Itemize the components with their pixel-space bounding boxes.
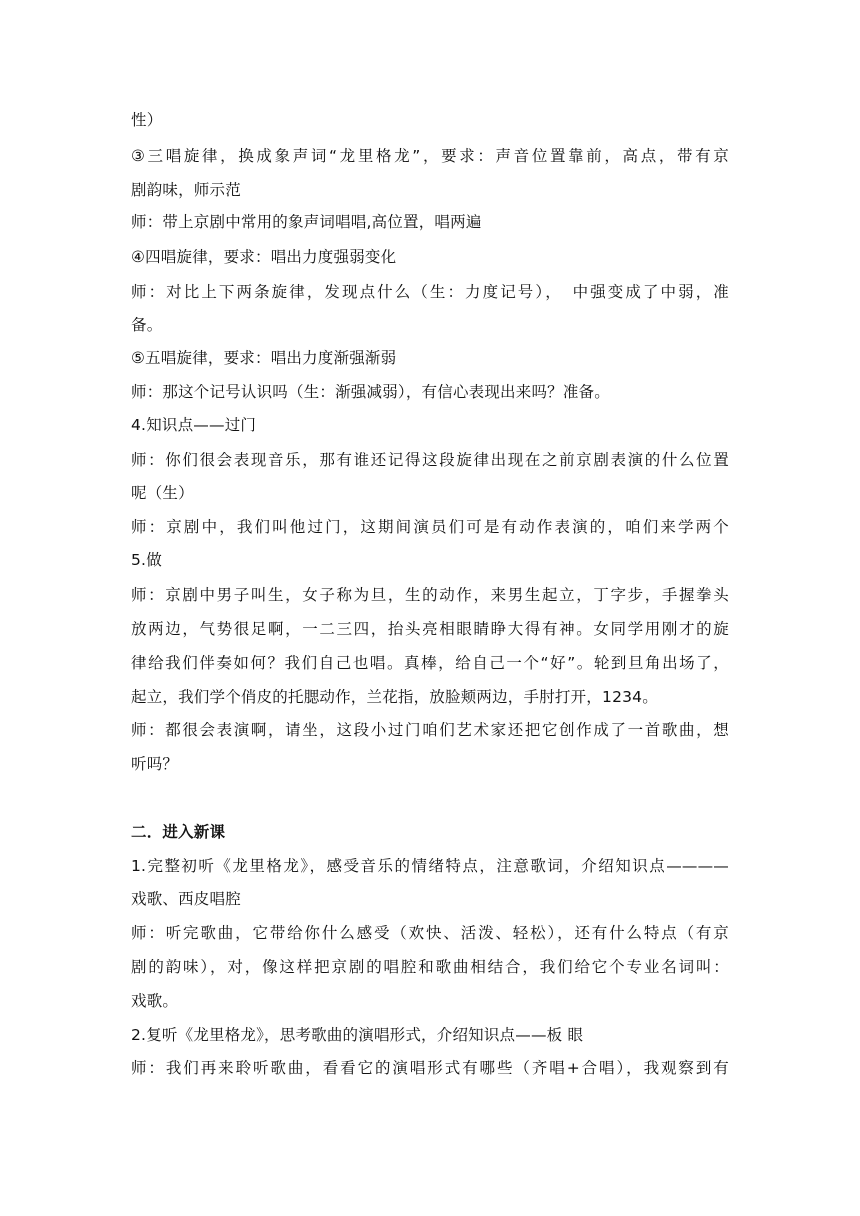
text-line: 师：我们再来聆听歌曲，看看它的演唱形式有哪些（齐唱+合唱），我观察到有 [131,1059,729,1077]
text-line: 律给我们伴奏如何？我们自己也唱。真棒，给自己一个“好”。轮到旦角出场了， [131,654,729,672]
text-line: 剧韵味，师示范 [131,181,241,199]
text-line: 师：对比上下两条旋律，发现点什么（生：力度记号）， 中强变成了中弱，准 [131,283,729,301]
text-line: 师：听完歌曲，它带给你什么感受（欢快、活泼、轻松），还有什么特点（有京 [131,924,729,942]
text-line: ③三唱旋律，换成象声词“龙里格龙”，要求：声音位置靠前，高点，带有京 [131,147,729,165]
text-line: 师：京剧中，我们叫他过门，这期间演员们可是有动作表演的，咱们来学两个 [131,518,729,536]
text-line: 师：你们很会表现音乐，那有谁还记得这段旋律出现在之前京剧表演的什么位置 [131,451,729,469]
text-line: 戏歌。 [131,992,179,1010]
text-line: 师：都很会表演啊，请坐，这段小过门咱们艺术家还把它创作成了一首歌曲，想 [131,721,729,739]
text-line: 呢（生） [131,484,194,502]
text-line: 起立，我们学个俏皮的托腮动作，兰花指，放脸颊两边，手肘打开，1234。 [131,688,658,706]
section-title: 二．进入新课 [131,823,226,841]
text-line: 师：那这个记号认识吗（生：渐强减弱），有信心表现出来吗？准备。 [131,383,610,401]
text-line: 听吗？ [131,755,179,773]
section-heading: 5.做 [131,551,162,569]
text-line: ⑤五唱旋律，要求：唱出力度渐强渐弱 [131,349,397,367]
text-line: 1.完整初听《龙里格龙》，感受音乐的情绪特点，注意歌词，介绍知识点———— [131,857,729,875]
text-line: 师：带上京剧中常用的象声词唱唱,高位置，唱两遍 [131,213,482,231]
text-line: 性） [131,111,163,129]
section-heading: 4.知识点——过门 [131,416,257,434]
text-line: 2.复听《龙里格龙》，思考歌曲的演唱形式，介绍知识点——板 眼 [131,1026,584,1044]
text-line: 放两边，气势很足啊，一二三四，抬头亮相眼睛睁大得有神。女同学用刚才的旋 [131,620,729,638]
text-line: 剧的韵味），对，像这样把京剧的唱腔和歌曲相结合，我们给它个专业名词叫： [131,958,729,976]
text-line: ④四唱旋律，要求：唱出力度强弱变化 [131,248,397,266]
text-line: 戏歌、西皮唱腔 [131,890,241,908]
text-line: 师：京剧中男子叫生，女子称为旦，生的动作，来男生起立，丁字步，手握拳头 [131,586,729,604]
text-line: 备。 [131,316,163,334]
